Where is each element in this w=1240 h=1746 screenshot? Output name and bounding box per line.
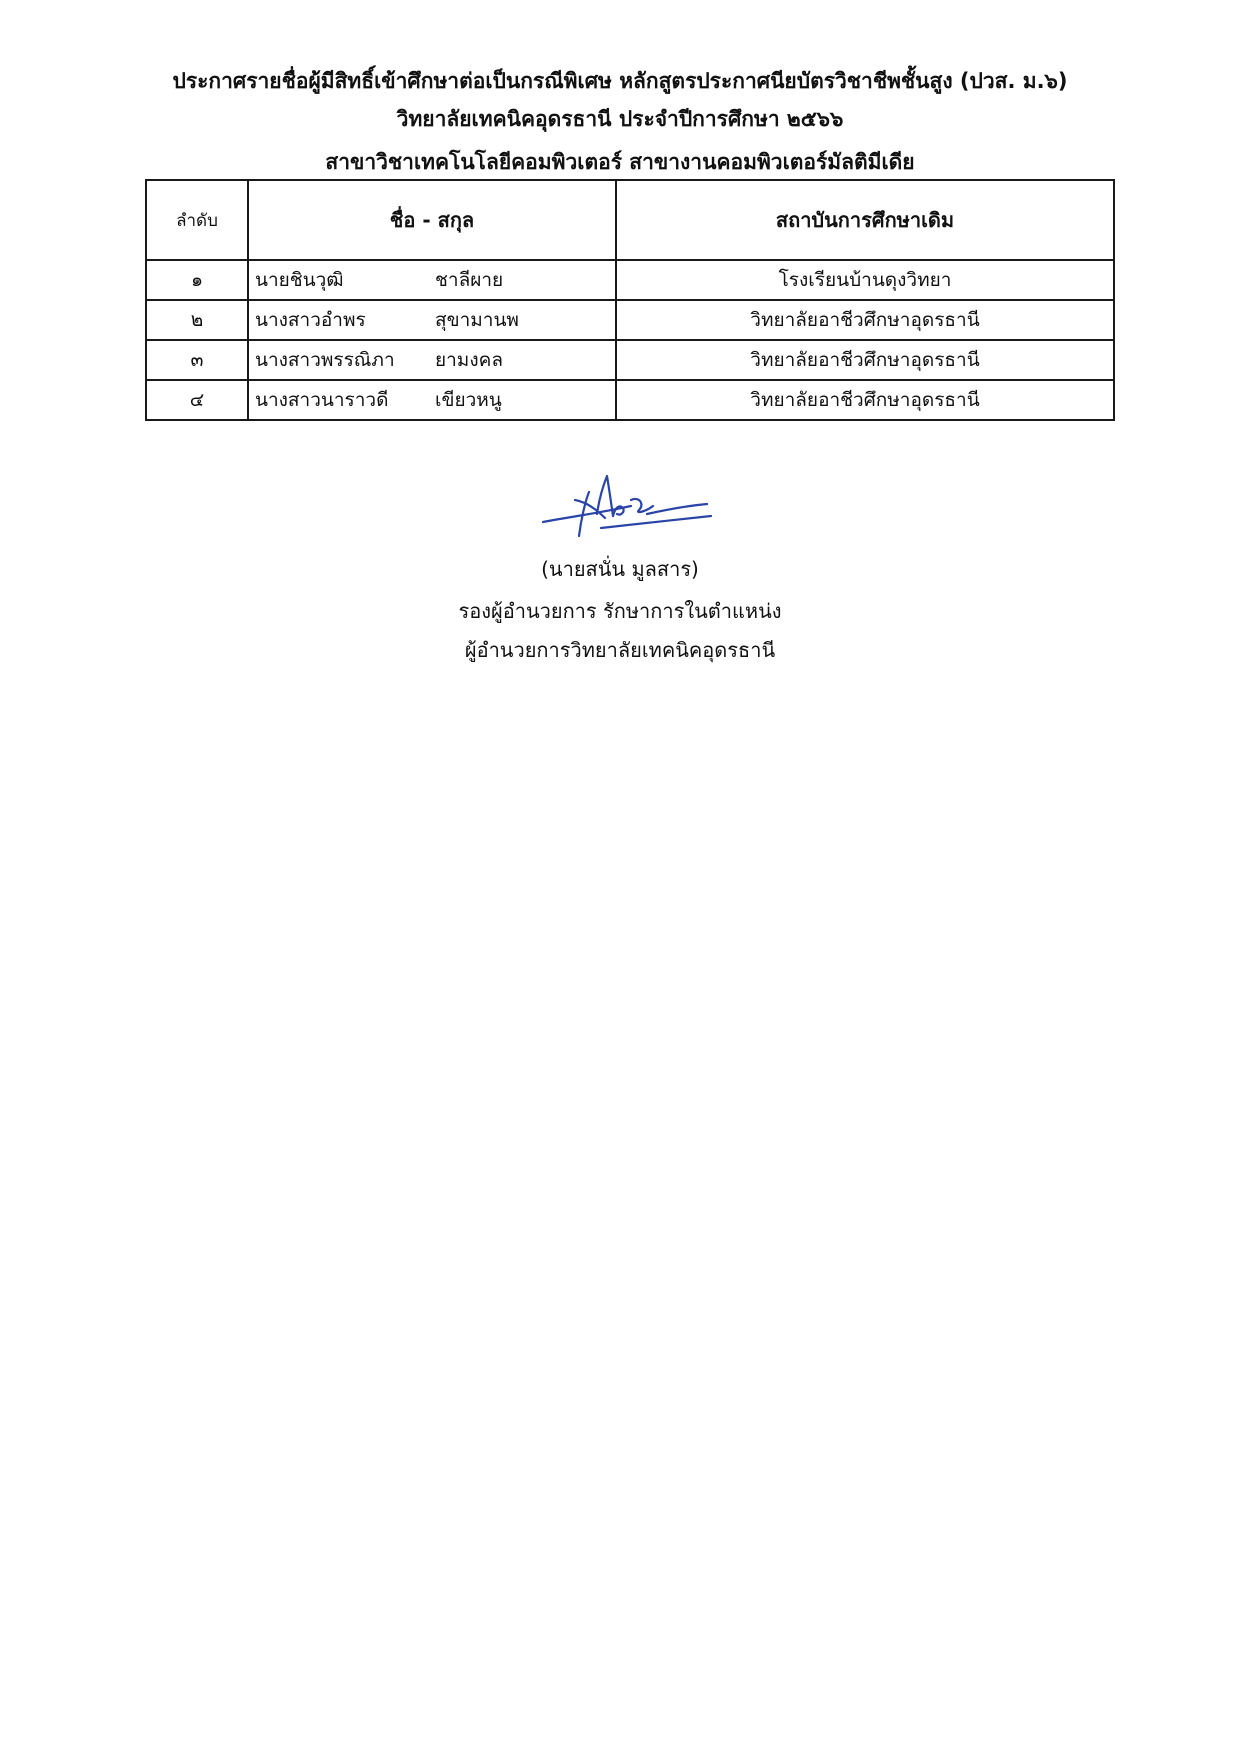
- row-name: [248, 380, 616, 420]
- table-row: [146, 260, 1114, 300]
- row-name: [248, 300, 616, 340]
- signatory-position: รองผู้อำนวยการ รักษาการในตำแหน่ง: [458, 599, 782, 623]
- row-no: ๒: [146, 300, 248, 340]
- department-and-program: สาขาวิชาเทคโนโลยีคอมพิวเตอร์ สาขางานคอมพิวเตอร์มัลติมีเดีย: [325, 150, 915, 174]
- signature-scribble: [535, 470, 715, 540]
- header-name: ชื่อ - สกุล: [248, 180, 616, 260]
- table-header-row: [146, 180, 1114, 260]
- table-row: [146, 380, 1114, 420]
- first-name: นายชินวุฒิ: [255, 269, 344, 291]
- announcement-title: ประกาศรายชื่อผู้มีสิทธิ์เข้าศึกษาต่อเป็นกรณีพิเศษ หลักสูตรประกาศนียบัตรวิชาชีพชั้นสูง (ปวส. ม.๖): [172, 69, 1068, 93]
- row-name: [248, 260, 616, 300]
- row-school: โรงเรียนบ้านดุงวิทยา: [616, 260, 1114, 300]
- row-school: วิทยาลัยอาชีวศึกษาอุดรธานี: [616, 340, 1114, 380]
- college-and-year: วิทยาลัยเทคนิคอุดรธานี ประจำปีการศึกษา ๒๕๖๖: [396, 107, 844, 131]
- header-no: ลำดับ: [146, 180, 248, 260]
- row-name: [248, 340, 616, 380]
- signatory-acting-title: ผู้อำนวยการวิทยาลัยเทคนิคอุดรธานี: [464, 638, 776, 662]
- last-name: สุขามานพ: [435, 309, 519, 331]
- first-name: นางสาวพรรณิภา: [255, 349, 395, 371]
- last-name: ชาลีผาย: [435, 269, 504, 291]
- last-name: ยามงคล: [435, 349, 503, 371]
- admitted-students-table: [145, 179, 1115, 421]
- table-row: [146, 300, 1114, 340]
- row-no: ๑: [146, 260, 248, 300]
- first-name: นางสาวนาราวดี: [255, 389, 389, 411]
- row-school: วิทยาลัยอาชีวศึกษาอุดรธานี: [616, 380, 1114, 420]
- first-name: นางสาวอำพร: [255, 309, 366, 331]
- table-row: [146, 340, 1114, 380]
- row-no: ๔: [146, 380, 248, 420]
- header-school: สถาบันการศึกษาเดิม: [616, 180, 1114, 260]
- signatory-name: (นายสนั่น มูลสาร): [541, 557, 699, 581]
- row-school: วิทยาลัยอาชีวศึกษาอุดรธานี: [616, 300, 1114, 340]
- last-name: เขียวหนู: [435, 389, 502, 411]
- row-no: ๓: [146, 340, 248, 380]
